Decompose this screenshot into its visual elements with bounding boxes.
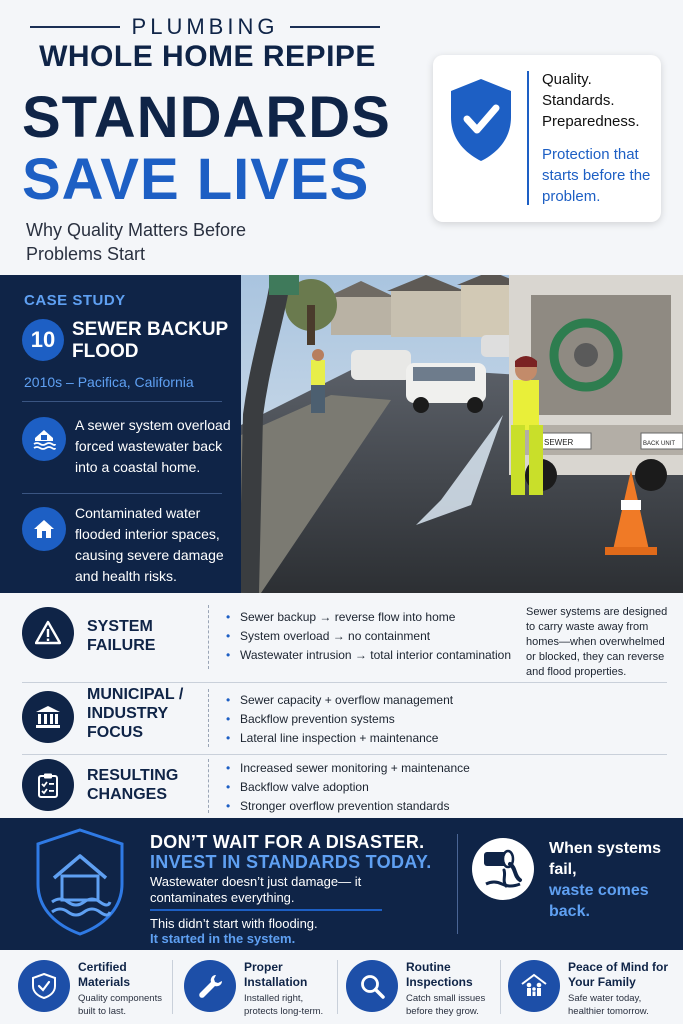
house-flood-icon: [34, 828, 126, 936]
list-item: • Increased sewer monitoring + maintenance: [226, 759, 470, 778]
cta-band: [0, 818, 683, 950]
case-title: SEWER BACKUP FLOOD: [72, 319, 228, 362]
case-number-badge: 10: [22, 319, 64, 361]
cta-line: This didn’t start with flooding.: [150, 916, 318, 931]
quality-divider: [527, 71, 529, 205]
case-divider: [22, 493, 222, 494]
street-scene-photo: [241, 275, 683, 593]
case-study-label: CASE STUDY: [24, 292, 126, 309]
list-item: • Backflow valve adoption: [226, 778, 470, 797]
feature-certified-materials: [0, 950, 170, 1024]
case-study-panel: [0, 275, 241, 593]
cta-subheading: INVEST IN STANDARDS TODAY.: [150, 852, 432, 872]
house-water-icon: [22, 417, 66, 461]
feature-title: Routine Inspections: [406, 960, 473, 989]
cta-body: Wastewater doesn’t just damage— it contaminates everything.: [150, 874, 362, 905]
quality-card: [433, 55, 661, 222]
kicker-rule-left: [30, 26, 120, 28]
tagline: Why Quality Matters Before Problems Start: [26, 220, 247, 264]
row-divider: [208, 605, 209, 669]
truck-plate-left: SEWER: [544, 438, 574, 447]
quality-line: Preparedness.: [542, 113, 640, 130]
feature-routine-inspections: [328, 950, 498, 1024]
list-item: • Wastewater intrusion → total interior contamination: [226, 646, 511, 665]
features-bar: [0, 950, 683, 1024]
row-divider: [208, 759, 209, 813]
feature-title: Proper Installation: [244, 960, 308, 989]
table-row: [0, 593, 683, 681]
row-list: [226, 759, 470, 816]
feature-peace-of-mind: [490, 950, 680, 1024]
wrench-icon: [184, 960, 236, 1012]
table-row: [0, 683, 683, 753]
magnifier-icon: [346, 960, 398, 1012]
quality-lines: [542, 69, 657, 132]
cta-line-accent: It started in the system.: [150, 931, 296, 946]
clipboard-check-icon: [22, 759, 74, 811]
row-title: MUNICIPAL / INDUSTRY FOCUS: [87, 686, 184, 741]
quality-accent: Protection that starts before the problem.: [542, 146, 651, 205]
warning-icon: [22, 607, 74, 659]
page-title-line1: STANDARDS: [22, 85, 391, 150]
row-title: SYSTEM FAILURE: [87, 618, 156, 654]
case-meta: 2010s – Pacifica, California: [24, 374, 194, 390]
case-divider: [22, 401, 222, 402]
row-list: [226, 691, 453, 748]
cta-divider: [457, 834, 458, 934]
feature-proper-installation: [166, 950, 336, 1024]
pipe-outflow-icon: [472, 838, 534, 900]
list-item: • Stronger overflow prevention standards: [226, 797, 470, 816]
list-item: • Sewer backup → reverse flow into home: [226, 608, 511, 627]
details-table: [0, 593, 683, 817]
feature-desc: Installed right, protects long-term.: [244, 993, 324, 1017]
home-icon: [22, 507, 66, 551]
feature-desc: Catch small issues before they grow.: [406, 993, 486, 1017]
feature-title: Certified Materials: [78, 960, 131, 989]
municipal-building-icon: [22, 691, 74, 743]
page-title-line2: SAVE LIVES: [22, 147, 370, 212]
header: [0, 0, 683, 275]
family-home-icon: [508, 960, 560, 1012]
subtitle: WHOLE HOME REPIPE: [39, 40, 376, 73]
cta-side-accent: waste comes back.: [549, 882, 649, 920]
feature-title: Peace of Mind for Your Family: [568, 960, 669, 989]
row-divider: [208, 689, 209, 747]
feature-desc: Safe water today, healthier tomorrow.: [568, 993, 649, 1017]
cta-side-text: When systems fail,: [549, 840, 662, 878]
feature-desc: Quality components built to last.: [78, 993, 162, 1017]
cta-heading: DON’T WAIT FOR A DISASTER.: [150, 832, 425, 852]
kicker-rule-right: [290, 26, 380, 28]
quality-line: Standards.: [542, 92, 615, 109]
list-item: • System overload → no containment: [226, 627, 511, 646]
row-note: Sewer systems are designed to carry waste away from homes—when overwhelmed or blocked, they can reverse and flood properties.: [526, 606, 668, 678]
case-point-text: Contaminated water flooded interior spaces, causing severe damage and health risks.: [75, 505, 224, 584]
shield-check-icon: [447, 77, 515, 163]
list-item: • Backflow prevention systems: [226, 710, 453, 729]
quality-line: Quality.: [542, 71, 592, 88]
list-item: • Sewer capacity + overflow management: [226, 691, 453, 710]
row-list: [226, 608, 511, 665]
truck-plate-right: BACK UNIT: [643, 441, 676, 447]
cta-rule: [150, 909, 382, 911]
case-point-text: A sewer system overload forced wastewater back into a coastal home.: [75, 417, 231, 475]
row-title: RESULTING CHANGES: [87, 767, 179, 803]
shield-check-icon: [18, 960, 70, 1012]
table-row: [0, 755, 683, 817]
kicker-row: [30, 14, 380, 40]
kicker: PLUMBING: [131, 14, 279, 39]
list-item: • Lateral line inspection + maintenance: [226, 729, 453, 748]
